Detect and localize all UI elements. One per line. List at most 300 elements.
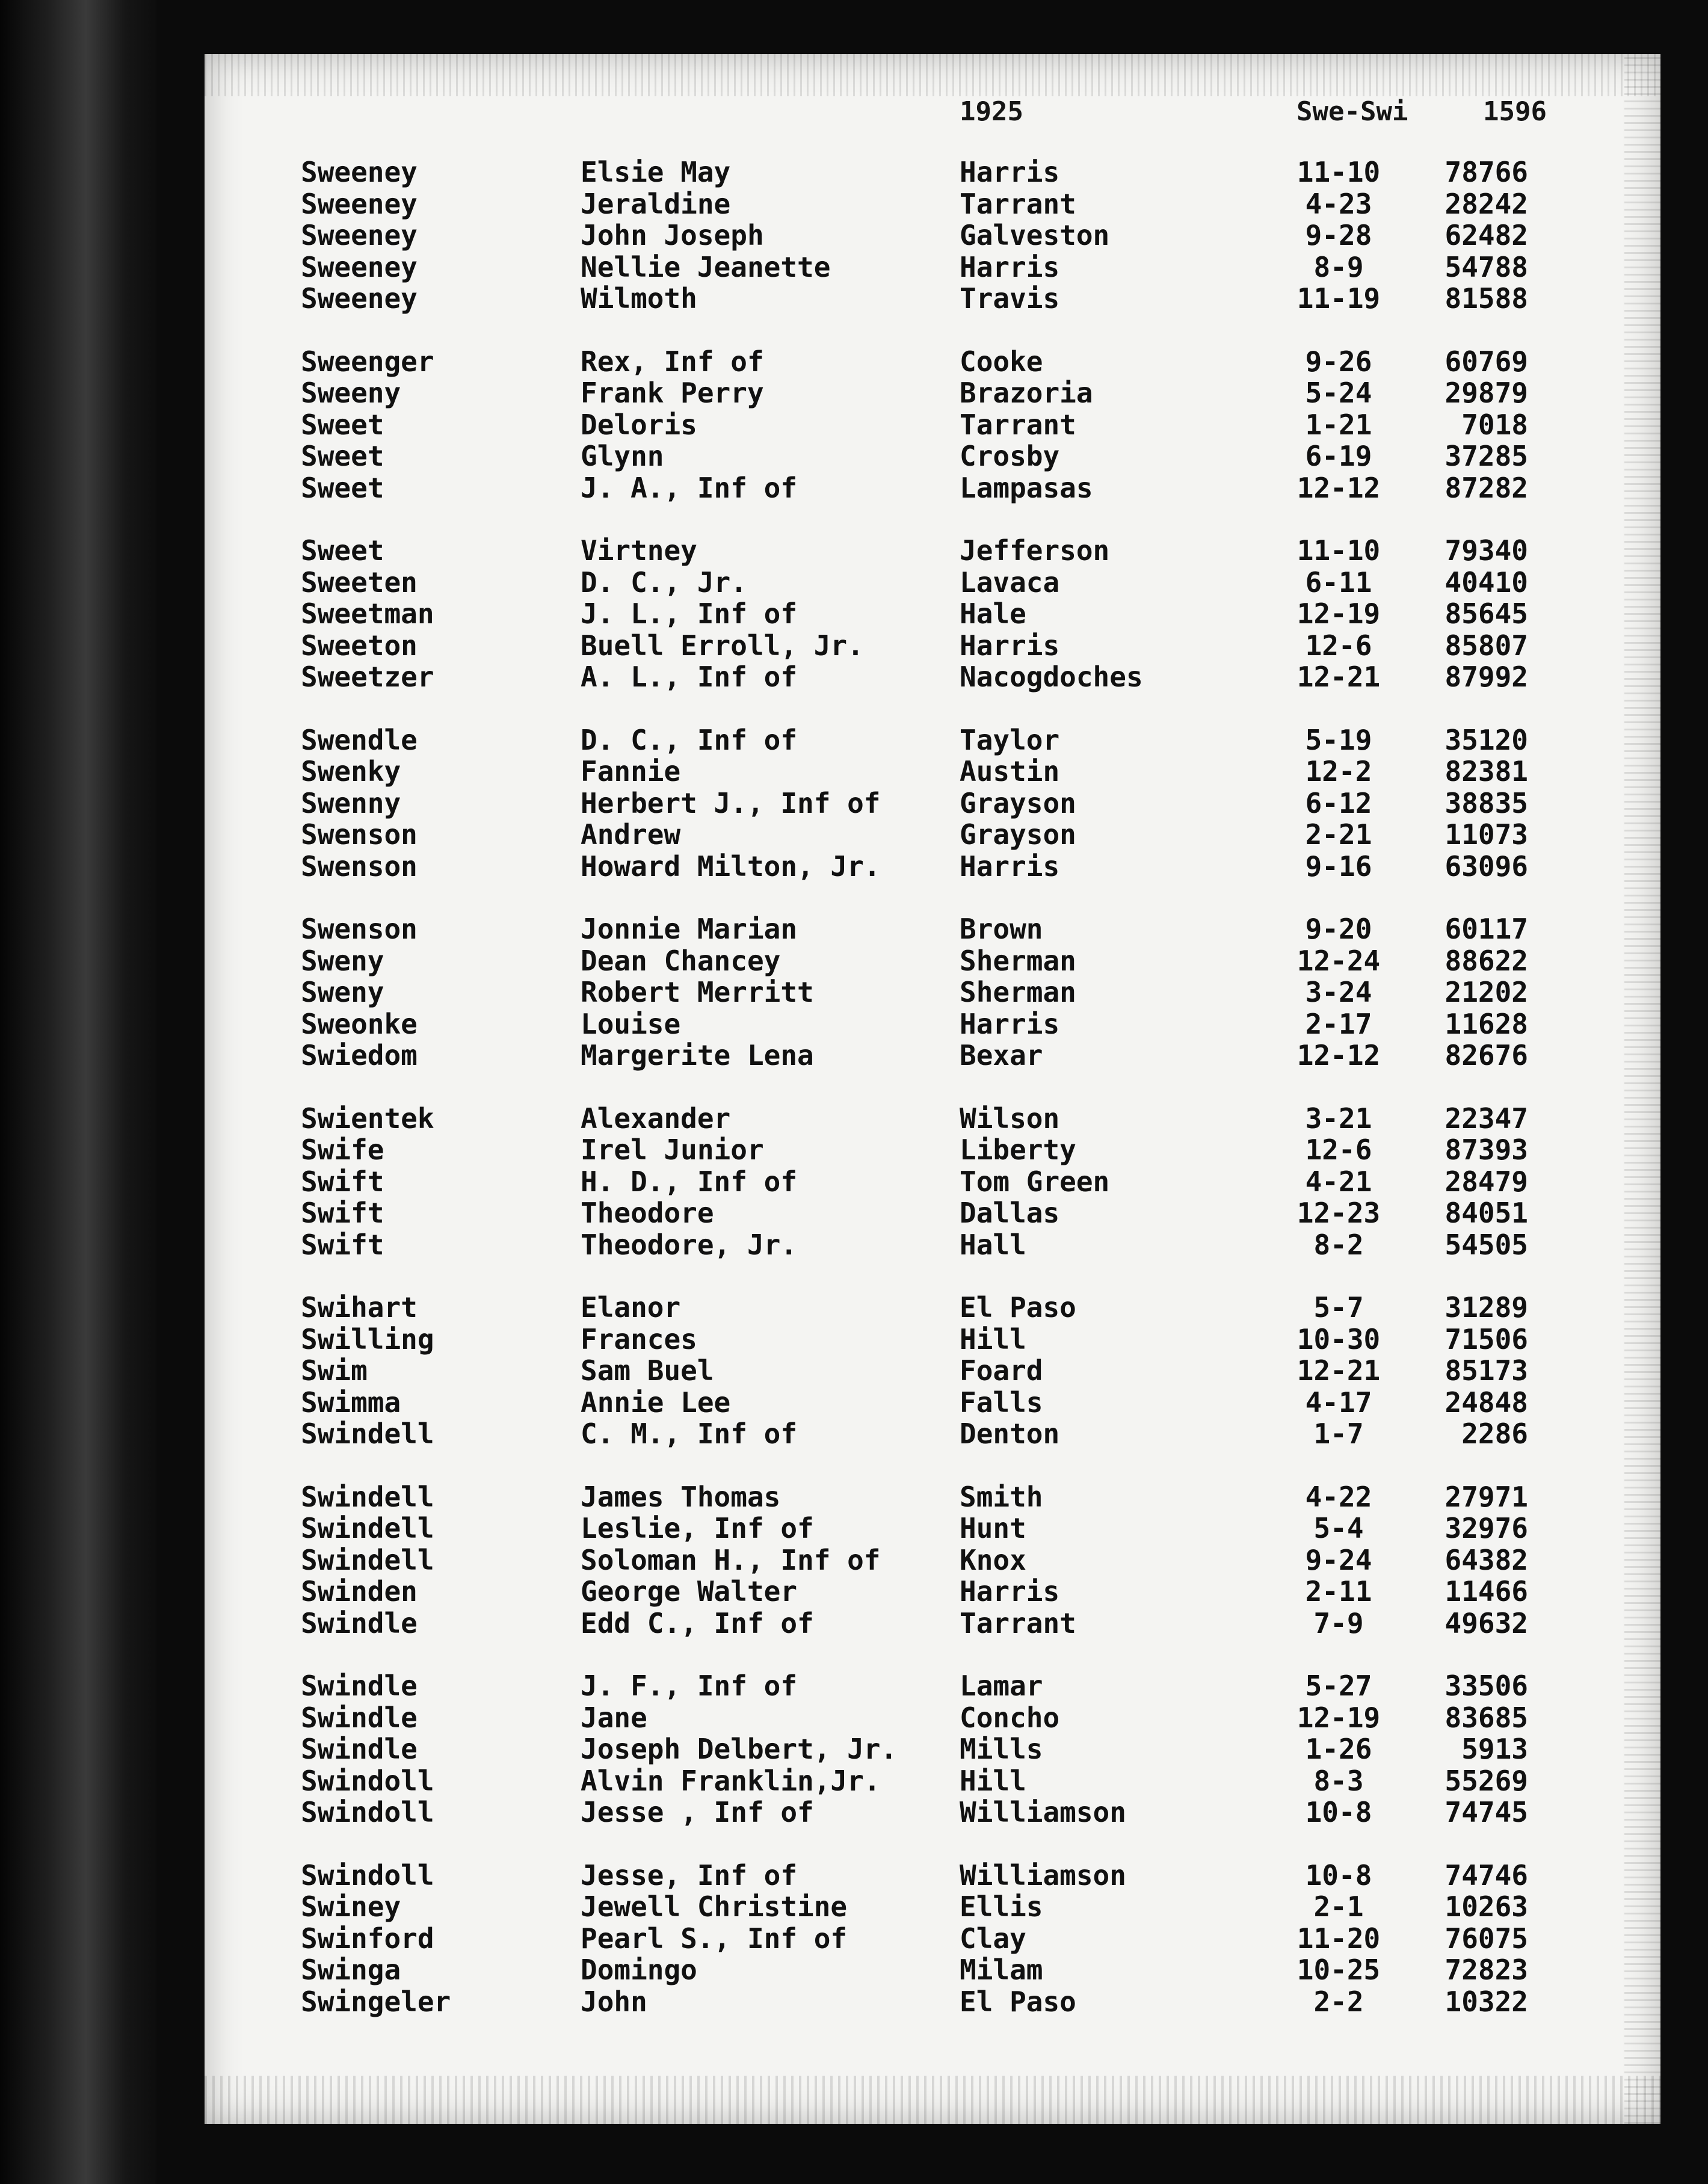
record-number: 71506: [1444, 1322, 1528, 1356]
record-surname: Sweny: [301, 976, 384, 1008]
record-given-name: Fannie: [581, 755, 681, 788]
record-county: Grayson: [960, 786, 1076, 819]
record-county: Denton: [960, 1417, 1060, 1450]
record-date: 4-21: [1305, 1165, 1372, 1198]
record-surname: Swindle: [301, 1733, 418, 1765]
record-date: 10-8: [1305, 1859, 1372, 1892]
record-county: Tom Green: [960, 1165, 1110, 1198]
record-date: 6-11: [1305, 566, 1372, 599]
record-given-name: Sam Buel: [581, 1354, 714, 1387]
record-given-name: Jesse , Inf of: [581, 1796, 814, 1828]
record-row: [205, 945, 1660, 977]
record-row: [205, 283, 1660, 315]
record-number: 37285: [1444, 440, 1528, 472]
record-surname: Swenky: [301, 755, 401, 788]
record-county: Hale: [960, 597, 1026, 630]
record-row: [205, 156, 1660, 188]
record-number: 11073: [1444, 818, 1528, 851]
record-county: Sherman: [960, 944, 1076, 977]
record-county: Falls: [960, 1386, 1043, 1419]
record-date: 12-6: [1305, 1134, 1372, 1166]
record-given-name: J. L., Inf of: [581, 597, 798, 630]
record-group: [205, 1670, 1660, 1828]
record-surname: Swift: [301, 1165, 384, 1198]
scan-noise-bottom: [205, 2076, 1660, 2124]
record-date: 4-23: [1305, 187, 1372, 220]
record-number: 78766: [1444, 156, 1528, 188]
record-date: 12-21: [1296, 1354, 1381, 1387]
record-county: Grayson: [960, 818, 1076, 851]
record-date: 5-27: [1305, 1670, 1372, 1702]
record-county: Cooke: [960, 345, 1043, 378]
record-surname: Swenson: [301, 850, 418, 883]
record-row: [205, 598, 1660, 630]
record-date: 10-30: [1296, 1322, 1381, 1356]
record-date: 9-16: [1305, 850, 1372, 883]
record-county: Hunt: [960, 1512, 1026, 1544]
record-row: [205, 1702, 1660, 1734]
record-number: 7018: [1461, 408, 1528, 441]
record-row: [205, 1229, 1660, 1261]
record-row: [205, 535, 1660, 567]
record-given-name: Jeraldine: [581, 187, 731, 220]
record-date: 5-19: [1305, 723, 1372, 756]
record-date: 8-2: [1313, 1228, 1364, 1261]
record-surname: Swim: [301, 1354, 368, 1387]
record-given-name: John: [581, 1985, 647, 2018]
record-county: Concho: [960, 1701, 1060, 1734]
record-surname: Sweenger: [301, 345, 434, 378]
record-surname: Swift: [301, 1228, 384, 1261]
record-surname: Swinden: [301, 1575, 418, 1608]
record-surname: Swindell: [301, 1512, 434, 1544]
record-surname: Sweeton: [301, 629, 418, 662]
header-page-number: 1596: [1483, 96, 1547, 127]
record-row: [205, 346, 1660, 378]
record-number: 27971: [1444, 1480, 1528, 1513]
record-number: 11466: [1444, 1575, 1528, 1608]
record-number: 81588: [1444, 282, 1528, 315]
record-number: 28242: [1444, 187, 1528, 220]
record-county: Knox: [960, 1543, 1026, 1576]
record-date: 9-20: [1305, 913, 1372, 945]
record-group: [205, 724, 1660, 883]
record-number: 33506: [1444, 1670, 1528, 1702]
record-given-name: James Thomas: [581, 1480, 781, 1513]
record-row: [205, 377, 1660, 409]
record-county: Lamar: [960, 1670, 1043, 1702]
record-surname: Swilling: [301, 1322, 434, 1356]
record-surname: Sweeney: [301, 156, 418, 188]
record-surname: Swenny: [301, 786, 401, 819]
record-number: 85173: [1444, 1354, 1528, 1387]
record-row: [205, 630, 1660, 662]
record-surname: Sweet: [301, 471, 384, 504]
record-number: 85807: [1444, 629, 1528, 662]
record-given-name: Domingo: [581, 1954, 697, 1986]
record-number: 24848: [1444, 1386, 1528, 1419]
record-surname: Sweonke: [301, 1007, 418, 1040]
record-row: [205, 1923, 1660, 1955]
record-number: 88622: [1444, 944, 1528, 977]
record-given-name: A. L., Inf of: [581, 661, 798, 693]
record-county: Dallas: [960, 1197, 1060, 1229]
record-surname: Sweet: [301, 534, 384, 567]
record-given-name: John Joseph: [581, 219, 764, 251]
record-group: [205, 1103, 1660, 1261]
record-row: [205, 1513, 1660, 1544]
record-date: 12-6: [1305, 629, 1372, 662]
record-date: 9-24: [1305, 1543, 1372, 1576]
record-row: [205, 1544, 1660, 1576]
record-date: 11-19: [1296, 282, 1381, 315]
record-row: [205, 724, 1660, 756]
record-county: El Paso: [960, 1291, 1076, 1324]
record-date: 6-19: [1305, 440, 1372, 472]
record-given-name: Howard Milton, Jr.: [581, 850, 881, 883]
record-row: [205, 788, 1660, 819]
record-county: Brazoria: [960, 377, 1093, 409]
record-row: [205, 1134, 1660, 1166]
record-row: [205, 661, 1660, 693]
record-given-name: Leslie, Inf of: [581, 1512, 814, 1544]
record-number: 21202: [1444, 976, 1528, 1008]
record-county: Liberty: [960, 1134, 1076, 1166]
record-surname: Sweny: [301, 944, 384, 977]
record-county: Clay: [960, 1922, 1026, 1955]
record-number: 63096: [1444, 850, 1528, 883]
record-number: 79340: [1444, 534, 1528, 567]
record-date: 12-23: [1296, 1197, 1381, 1229]
record-surname: Sweet: [301, 408, 384, 441]
record-row: [205, 1765, 1660, 1797]
record-row: [205, 1576, 1660, 1608]
record-given-name: Jonnie Marian: [581, 913, 798, 945]
record-surname: Swindle: [301, 1606, 418, 1640]
record-surname: Sweeney: [301, 187, 418, 220]
record-given-name: George Walter: [581, 1575, 798, 1608]
record-group: [205, 535, 1660, 693]
record-date: 2-1: [1313, 1890, 1364, 1923]
record-surname: Swindoll: [301, 1764, 434, 1797]
record-surname: Sweeney: [301, 250, 418, 283]
record-list: [205, 156, 1660, 2049]
record-given-name: Herbert J., Inf of: [581, 786, 881, 819]
record-row: [205, 1860, 1660, 1892]
record-row: [205, 851, 1660, 883]
record-date: 4-22: [1305, 1480, 1372, 1513]
record-county: Jefferson: [960, 534, 1110, 567]
record-row: [205, 188, 1660, 220]
record-given-name: Alvin Franklin,Jr.: [581, 1764, 881, 1797]
record-given-name: Deloris: [581, 408, 697, 441]
record-surname: Swindle: [301, 1670, 418, 1702]
record-given-name: Elsie May: [581, 156, 731, 188]
record-number: 87393: [1444, 1134, 1528, 1166]
record-date: 2-11: [1305, 1575, 1372, 1608]
record-date: 8-9: [1313, 250, 1364, 283]
record-number: 76075: [1444, 1922, 1528, 1955]
record-surname: Swimma: [301, 1386, 401, 1419]
record-surname: Swindoll: [301, 1859, 434, 1892]
record-number: 83685: [1444, 1701, 1528, 1734]
record-number: 84051: [1444, 1197, 1528, 1229]
record-given-name: Pearl S., Inf of: [581, 1922, 848, 1955]
record-county: Foard: [960, 1354, 1043, 1387]
record-date: 9-26: [1305, 345, 1372, 378]
record-county: Wilson: [960, 1102, 1060, 1135]
record-given-name: Jane: [581, 1701, 647, 1734]
record-county: Harris: [960, 850, 1060, 883]
record-date: 5-4: [1313, 1512, 1364, 1544]
record-group: [205, 156, 1660, 315]
record-surname: Sweet: [301, 440, 384, 472]
record-row: [205, 440, 1660, 472]
header-year: 1925: [960, 96, 1023, 127]
record-date: 12-12: [1296, 471, 1381, 504]
record-given-name: Glynn: [581, 440, 664, 472]
record-county: Lavaca: [960, 566, 1060, 599]
record-date: 9-28: [1305, 219, 1372, 251]
record-number: 82381: [1444, 755, 1528, 788]
record-date: 5-24: [1305, 377, 1372, 409]
record-date: 4-17: [1305, 1386, 1372, 1419]
record-row: [205, 1954, 1660, 1986]
record-given-name: Alexander: [581, 1102, 731, 1135]
record-row: [205, 409, 1660, 441]
record-given-name: Robert Merritt: [581, 976, 814, 1008]
record-given-name: D. C., Inf of: [581, 723, 798, 756]
record-row: [205, 1733, 1660, 1765]
record-number: 72823: [1444, 1954, 1528, 1986]
record-date: 12-24: [1296, 944, 1381, 977]
record-row: [205, 1670, 1660, 1702]
record-row: [205, 251, 1660, 283]
record-row: [205, 567, 1660, 599]
record-group: [205, 1481, 1660, 1640]
record-county: Crosby: [960, 440, 1060, 472]
record-number: 60117: [1444, 913, 1528, 945]
record-group: [205, 913, 1660, 1072]
record-given-name: H. D., Inf of: [581, 1165, 798, 1198]
record-given-name: Frances: [581, 1322, 697, 1356]
record-surname: Swingeler: [301, 1985, 451, 2018]
record-surname: Swift: [301, 1197, 384, 1229]
record-number: 22347: [1444, 1102, 1528, 1135]
record-row: [205, 1008, 1660, 1040]
record-date: 11-10: [1296, 534, 1381, 567]
record-number: 54788: [1444, 250, 1528, 283]
record-number: 64382: [1444, 1543, 1528, 1576]
record-county: Milam: [960, 1954, 1043, 1986]
record-surname: Swendle: [301, 723, 418, 756]
record-date: 7-9: [1313, 1606, 1364, 1640]
record-date: 12-19: [1296, 597, 1381, 630]
record-county: Hill: [960, 1322, 1026, 1356]
record-county: Hill: [960, 1764, 1026, 1797]
record-surname: Swife: [301, 1134, 384, 1166]
record-number: 87992: [1444, 661, 1528, 693]
record-county: Sherman: [960, 976, 1076, 1008]
record-row: [205, 1986, 1660, 2018]
record-county: Harris: [960, 156, 1060, 188]
record-given-name: Joseph Delbert, Jr.: [581, 1733, 898, 1765]
record-given-name: Andrew: [581, 818, 681, 851]
record-surname: Sweeney: [301, 282, 418, 315]
record-row: [205, 1103, 1660, 1135]
record-date: 12-2: [1305, 755, 1372, 788]
record-county: Austin: [960, 755, 1060, 788]
header-name-range: Swe-Swi: [1296, 96, 1408, 127]
record-county: Tarrant: [960, 187, 1076, 220]
record-number: 11628: [1444, 1007, 1528, 1040]
record-date: 8-3: [1313, 1764, 1364, 1797]
record-row: [205, 1292, 1660, 1324]
record-surname: Swientek: [301, 1102, 434, 1135]
record-number: 5913: [1461, 1733, 1528, 1765]
record-county: Mills: [960, 1733, 1043, 1765]
record-given-name: Louise: [581, 1007, 681, 1040]
record-surname: Swiedom: [301, 1039, 418, 1072]
record-date: 12-12: [1296, 1039, 1381, 1072]
record-number: 49632: [1444, 1606, 1528, 1640]
record-given-name: Jesse, Inf of: [581, 1859, 798, 1892]
record-row: [205, 1797, 1660, 1828]
record-group: [205, 1292, 1660, 1450]
record-given-name: Annie Lee: [581, 1386, 731, 1419]
record-surname: Swindell: [301, 1480, 434, 1513]
scan-binding-edge: [0, 0, 156, 2184]
record-date: 11-10: [1296, 156, 1381, 188]
record-date: 2-17: [1305, 1007, 1372, 1040]
record-given-name: Buell Erroll, Jr.: [581, 629, 864, 662]
record-row: [205, 1481, 1660, 1513]
record-given-name: Wilmoth: [581, 282, 697, 315]
record-row: [205, 819, 1660, 851]
record-row: [205, 1324, 1660, 1356]
record-date: 12-19: [1296, 1701, 1381, 1734]
record-county: El Paso: [960, 1985, 1076, 2018]
record-surname: Sweetzer: [301, 661, 434, 693]
record-surname: Sweetman: [301, 597, 434, 630]
record-surname: Swindoll: [301, 1796, 434, 1828]
record-surname: Swihart: [301, 1291, 418, 1324]
record-number: 10322: [1444, 1985, 1528, 2018]
record-row: [205, 976, 1660, 1008]
record-number: 55269: [1444, 1764, 1528, 1797]
record-county: Williamson: [960, 1859, 1126, 1892]
record-given-name: Virtney: [581, 534, 697, 567]
record-row: [205, 913, 1660, 945]
record-number: 29879: [1444, 377, 1528, 409]
record-row: [205, 1418, 1660, 1450]
record-number: 74745: [1444, 1796, 1528, 1828]
record-surname: Swenson: [301, 818, 418, 851]
record-county: Ellis: [960, 1890, 1043, 1923]
record-surname: Swinford: [301, 1922, 434, 1955]
page-header: [205, 96, 1660, 138]
record-county: Harris: [960, 1575, 1060, 1608]
record-row: [205, 220, 1660, 251]
record-date: 1-26: [1305, 1733, 1372, 1765]
record-county: Bexar: [960, 1039, 1043, 1072]
record-given-name: Rex, Inf of: [581, 345, 764, 378]
record-date: 2-2: [1313, 1985, 1364, 2018]
record-county: Hall: [960, 1228, 1026, 1261]
record-county: Harris: [960, 1007, 1060, 1040]
record-number: 87282: [1444, 471, 1528, 504]
record-county: Brown: [960, 913, 1043, 945]
record-county: Lampasas: [960, 471, 1093, 504]
record-date: 2-21: [1305, 818, 1372, 851]
record-row: [205, 756, 1660, 788]
record-surname: Swenson: [301, 913, 418, 945]
record-row: [205, 1355, 1660, 1387]
record-county: Taylor: [960, 723, 1060, 756]
record-date: 10-8: [1305, 1796, 1372, 1828]
record-given-name: Frank Perry: [581, 377, 764, 409]
record-number: 35120: [1444, 723, 1528, 756]
record-row: [205, 1608, 1660, 1640]
record-number: 60769: [1444, 345, 1528, 378]
record-date: 12-21: [1296, 661, 1381, 693]
record-number: 28479: [1444, 1165, 1528, 1198]
record-surname: Sweeten: [301, 566, 418, 599]
record-date: 5-7: [1313, 1291, 1364, 1324]
record-date: 11-20: [1296, 1922, 1381, 1955]
record-date: 1-7: [1313, 1417, 1364, 1450]
record-surname: Sweeney: [301, 219, 418, 251]
record-given-name: Theodore, Jr.: [581, 1228, 798, 1261]
record-date: 3-24: [1305, 976, 1372, 1008]
record-given-name: J. F., Inf of: [581, 1670, 798, 1702]
record-row: [205, 1166, 1660, 1198]
record-number: 32976: [1444, 1512, 1528, 1544]
record-given-name: D. C., Jr.: [581, 566, 747, 599]
record-county: Travis: [960, 282, 1060, 315]
record-row: [205, 1197, 1660, 1229]
record-given-name: Margerite Lena: [581, 1039, 814, 1072]
record-row: [205, 472, 1660, 504]
record-county: Harris: [960, 250, 1060, 283]
record-given-name: J. A., Inf of: [581, 471, 798, 504]
record-number: 10263: [1444, 1890, 1528, 1923]
record-county: Nacogdoches: [960, 661, 1143, 693]
record-date: 1-21: [1305, 408, 1372, 441]
record-given-name: Jewell Christine: [581, 1890, 848, 1923]
record-given-name: Irel Junior: [581, 1134, 764, 1166]
record-row: [205, 1040, 1660, 1072]
record-county: Smith: [960, 1480, 1043, 1513]
record-number: 85645: [1444, 597, 1528, 630]
record-number: 31289: [1444, 1291, 1528, 1324]
record-number: 82676: [1444, 1039, 1528, 1072]
record-number: 62482: [1444, 219, 1528, 251]
scan-noise-top: [205, 54, 1660, 96]
record-group: [205, 1860, 1660, 2018]
record-number: 74746: [1444, 1859, 1528, 1892]
record-given-name: Nellie Jeanette: [581, 250, 831, 283]
record-surname: Swindell: [301, 1543, 434, 1576]
record-county: Williamson: [960, 1796, 1126, 1828]
record-date: 6-12: [1305, 786, 1372, 819]
record-county: Tarrant: [960, 408, 1076, 441]
record-county: Harris: [960, 629, 1060, 662]
record-number: 54505: [1444, 1228, 1528, 1261]
record-given-name: Edd C., Inf of: [581, 1606, 814, 1640]
record-surname: Swiney: [301, 1890, 401, 1923]
record-row: [205, 1891, 1660, 1923]
